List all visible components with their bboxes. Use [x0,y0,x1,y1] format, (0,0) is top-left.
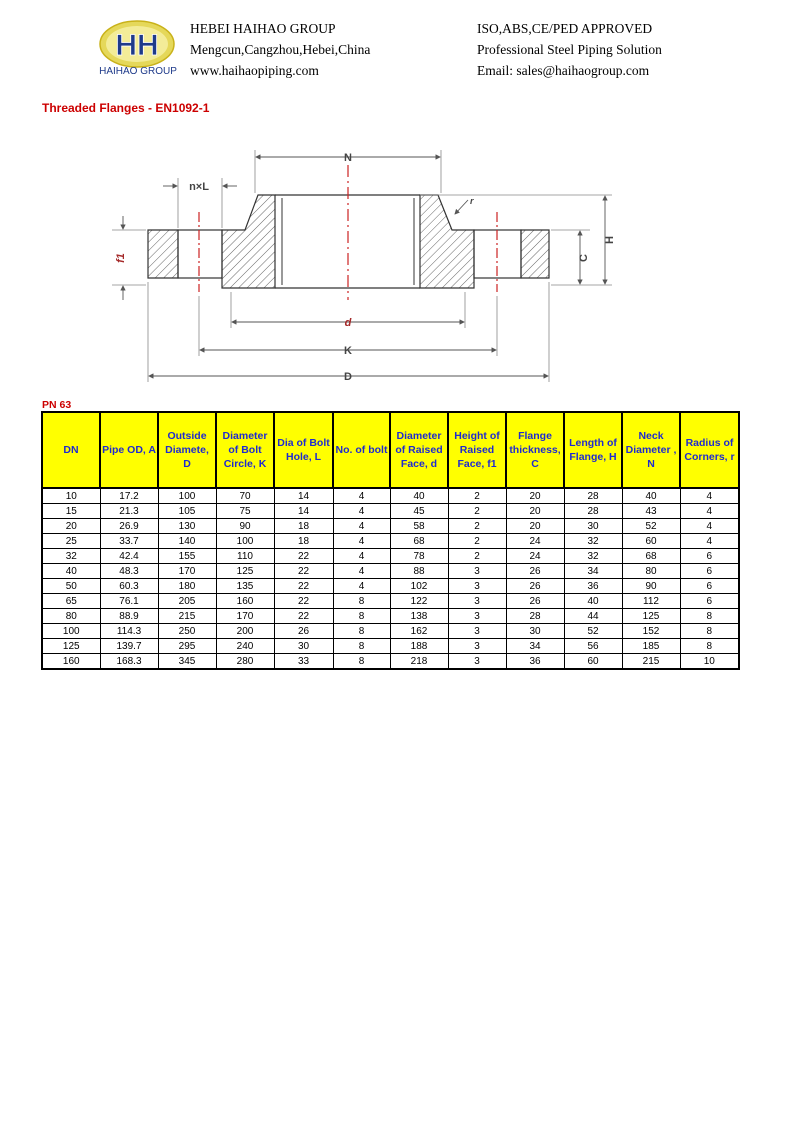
table-cell: 43 [622,504,680,519]
table-cell: 6 [680,579,739,594]
table-cell: 3 [448,594,506,609]
table-cell: 114.3 [100,624,158,639]
table-cell: 122 [390,594,448,609]
table-cell: 125 [622,609,680,624]
table-cell: 26.9 [100,519,158,534]
table-cell: 18 [274,534,333,549]
table-cell: 112 [622,594,680,609]
table-cell: 50 [42,579,100,594]
table-cell: 10 [42,488,100,504]
table-cell: 24 [506,534,564,549]
table-cell: 185 [622,639,680,654]
table-cell: 110 [216,549,274,564]
label-raised-face-height: f1 [115,253,127,263]
table-row [42,534,739,549]
table-cell: 168.3 [100,654,158,670]
table-cell: 160 [42,654,100,670]
table-cell: 139.7 [100,639,158,654]
tagline-text: Professional Steel Piping Solution [477,42,662,57]
table-cell: 30 [564,519,622,534]
table-cell: 68 [622,549,680,564]
table-cell: 3 [448,654,506,670]
column-header: Neck Diameter , N [622,412,680,488]
dimension-table [41,411,740,670]
table-cell: 8 [333,624,390,639]
column-header: Radius of Corners, r [680,412,739,488]
table-cell: 200 [216,624,274,639]
logo-text: HAIHAO GROUP [99,66,177,77]
table-cell: 205 [158,594,216,609]
label-flange-length: H [604,236,616,244]
table-cell: 22 [274,579,333,594]
table-cell: 17.2 [100,488,158,504]
table-cell: 28 [564,488,622,504]
table-cell: 3 [448,579,506,594]
table-cell: 4 [680,504,739,519]
table-cell: 15 [42,504,100,519]
flange-left-section [148,195,275,288]
table-cell: 4 [333,504,390,519]
company-name: HEBEI HAIHAO GROUP [190,21,336,36]
page-header [0,0,793,90]
table-row [42,488,739,504]
table-cell: 22 [274,594,333,609]
table-cell: 140 [158,534,216,549]
table-cell: 100 [158,488,216,504]
table-cell: 20 [506,504,564,519]
table-cell: 18 [274,519,333,534]
label-corner-radius: r [470,196,474,206]
table-cell: 52 [622,519,680,534]
table-row [42,519,739,534]
label-neck-diameter: N [344,152,352,164]
table-cell: 135 [216,579,274,594]
table-cell: 345 [158,654,216,670]
table-cell: 22 [274,609,333,624]
table-cell: 4 [333,519,390,534]
table-cell: 162 [390,624,448,639]
table-cell: 45 [390,504,448,519]
table-cell: 4 [680,488,739,504]
column-header: Pipe OD, A [100,412,158,488]
table-cell: 60 [622,534,680,549]
company-website[interactable]: www.haihaopiping.com [190,63,319,78]
table-cell: 26 [506,594,564,609]
table-cell: 8 [333,654,390,670]
table-cell: 48.3 [100,564,158,579]
table-header-row [42,412,739,488]
company-address: Mengcun,Cangzhou,Hebei,China [190,42,371,57]
table-cell: 52 [564,624,622,639]
table-cell: 250 [158,624,216,639]
table-row [42,639,739,654]
table-cell: 26 [274,624,333,639]
table-cell: 40 [42,564,100,579]
table-cell: 6 [680,594,739,609]
table-cell: 76.1 [100,594,158,609]
table-cell: 30 [506,624,564,639]
table-cell: 32 [564,534,622,549]
table-cell: 88 [390,564,448,579]
company-info [190,18,370,81]
svg-text:HH: HH [115,29,159,62]
table-cell: 125 [42,639,100,654]
table-cell: 33.7 [100,534,158,549]
table-cell: 4 [333,564,390,579]
approval-text: ISO,ABS,CE/PED APPROVED [477,21,653,36]
table-cell: 60 [564,654,622,670]
table-cell: 22 [274,564,333,579]
flange-right-section [420,195,549,288]
table-cell: 58 [390,519,448,534]
table-cell: 8 [333,594,390,609]
table-cell: 2 [448,534,506,549]
table-cell: 8 [680,609,739,624]
table-cell: 28 [564,504,622,519]
table-cell: 30 [274,639,333,654]
table-cell: 36 [564,579,622,594]
table-cell: 80 [42,609,100,624]
table-cell: 2 [448,504,506,519]
table-cell: 65 [42,594,100,609]
column-header: Flange thickness, C [506,412,564,488]
table-cell: 70 [216,488,274,504]
table-cell: 4 [333,488,390,504]
table-cell: 240 [216,639,274,654]
flange-drawing [100,140,660,390]
company-contact [477,18,662,81]
table-cell: 170 [158,564,216,579]
table-cell: 3 [448,639,506,654]
table-cell: 100 [42,624,100,639]
table-cell: 152 [622,624,680,639]
table-cell: 34 [564,564,622,579]
table-row [42,564,739,579]
table-cell: 60.3 [100,579,158,594]
table-cell: 8 [680,639,739,654]
table-cell: 32 [564,549,622,564]
table-cell: 78 [390,549,448,564]
table-cell: 6 [680,564,739,579]
table-cell: 25 [42,534,100,549]
label-bolt-hole: n×L [189,181,209,193]
table-row [42,594,739,609]
column-header: Diameter of Bolt Circle, K [216,412,274,488]
table-row [42,609,739,624]
table-cell: 21.3 [100,504,158,519]
table-cell: 8 [333,639,390,654]
table-cell: 3 [448,624,506,639]
table-cell: 14 [274,488,333,504]
table-cell: 155 [158,549,216,564]
table-cell: 188 [390,639,448,654]
table-cell: 40 [622,488,680,504]
table-cell: 34 [506,639,564,654]
table-cell: 4 [333,534,390,549]
contact-email[interactable]: Email: sales@haihaogroup.com [477,63,650,78]
table-cell: 40 [390,488,448,504]
column-header: Height of Raised Face, f1 [448,412,506,488]
table-cell: 102 [390,579,448,594]
table-cell: 3 [448,564,506,579]
table-cell: 40 [564,594,622,609]
table-cell: 6 [680,549,739,564]
table-cell: 215 [622,654,680,670]
table-cell: 160 [216,594,274,609]
table-cell: 4 [680,519,739,534]
table-cell: 20 [42,519,100,534]
table-cell: 170 [216,609,274,624]
table-cell: 32 [42,549,100,564]
label-raised-face-diameter: d [344,317,352,329]
table-cell: 90 [216,519,274,534]
column-header: Outside Diamete, D [158,412,216,488]
table-cell: 28 [506,609,564,624]
table-cell: 20 [506,519,564,534]
table-cell: 4 [333,549,390,564]
pressure-class-label: PN 63 [42,399,72,411]
table-row [42,549,739,564]
table-cell: 44 [564,609,622,624]
table-cell: 180 [158,579,216,594]
table-cell: 88.9 [100,609,158,624]
table-cell: 20 [506,488,564,504]
column-header: No. of bolt [333,412,390,488]
table-cell: 14 [274,504,333,519]
table-cell: 36 [506,654,564,670]
table-cell: 2 [448,549,506,564]
table-cell: 100 [216,534,274,549]
table-cell: 130 [158,519,216,534]
table-cell: 2 [448,519,506,534]
table-cell: 10 [680,654,739,670]
table-cell: 295 [158,639,216,654]
table-cell: 138 [390,609,448,624]
table-cell: 280 [216,654,274,670]
table-cell: 8 [333,609,390,624]
label-outside-diameter: D [344,371,352,383]
document-title: Threaded Flanges - EN1092-1 [42,101,210,115]
column-header: Diameter of Raised Face, d [390,412,448,488]
table-cell: 42.4 [100,549,158,564]
table-cell: 26 [506,564,564,579]
label-bolt-circle: K [344,345,352,357]
table-row [42,504,739,519]
table-row [42,654,739,670]
table-cell: 3 [448,609,506,624]
label-flange-thickness: C [578,254,590,262]
table-cell: 33 [274,654,333,670]
table-body [42,488,739,669]
column-header: Dia of Bolt Hole, L [274,412,333,488]
table-cell: 4 [680,534,739,549]
table-cell: 4 [333,579,390,594]
table-row [42,579,739,594]
table-cell: 24 [506,549,564,564]
table-cell: 2 [448,488,506,504]
table-cell: 26 [506,579,564,594]
table-cell: 215 [158,609,216,624]
table-cell: 90 [622,579,680,594]
table-cell: 68 [390,534,448,549]
table-cell: 80 [622,564,680,579]
table-cell: 22 [274,549,333,564]
table-cell: 218 [390,654,448,670]
table-row [42,624,739,639]
column-header: DN [42,412,100,488]
table-cell: 75 [216,504,274,519]
table-cell: 8 [680,624,739,639]
table-cell: 125 [216,564,274,579]
table-cell: 56 [564,639,622,654]
table-cell: 105 [158,504,216,519]
column-header: Length of Flange, H [564,412,622,488]
